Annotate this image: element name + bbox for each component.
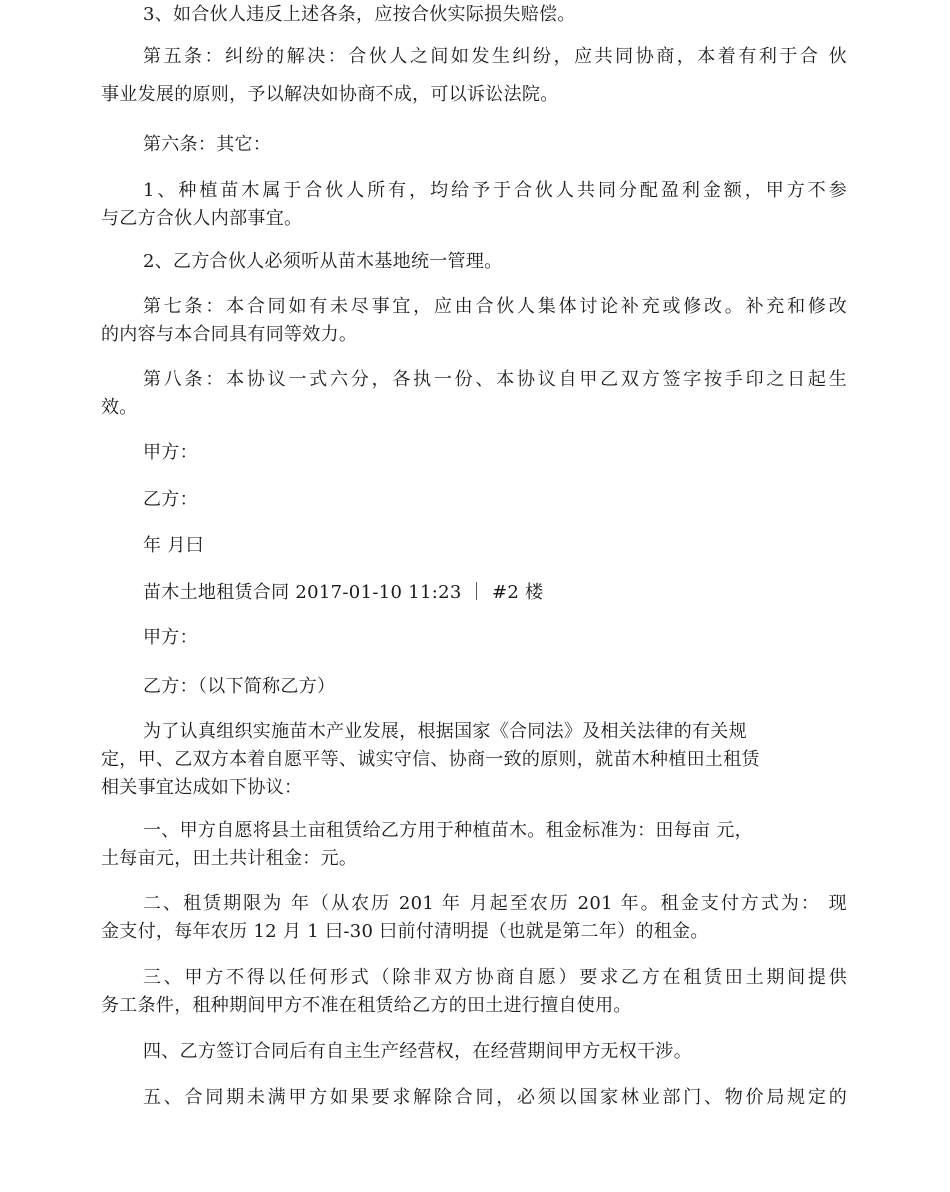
text-line: 第八条：本协议一式六分，各执一份、本协议自甲乙双方签字按手印之日起生 bbox=[143, 369, 847, 390]
paragraph-article-7 bbox=[101, 294, 847, 348]
text-line: 甲方： bbox=[143, 627, 198, 648]
paragraph-clause-4-item-3 bbox=[101, 2, 847, 28]
text-line: 2、乙方合伙人必须听从苗木基地统一管理。 bbox=[143, 251, 503, 272]
text-line: 年 月曰 bbox=[143, 535, 204, 556]
paragraph-clause-3 bbox=[101, 965, 847, 1019]
text-line: 苗木土地租赁合同 2017-01-10 11:23 ｜ #2 楼 bbox=[143, 582, 544, 603]
text-line: 的内容与本合同具有同等效力。 bbox=[101, 324, 358, 345]
paragraph-clause-4 bbox=[101, 1039, 847, 1065]
text-line: 二、租赁期限为 年（从农历 201 年 月起至农历 201 年。租金支付方式为： 现 bbox=[143, 893, 847, 914]
party-b-label-2 bbox=[101, 674, 847, 700]
text-line: 金支付，每年农历 12 月 1 曰-30 曰前付清明提（也就是第二年）的租金。 bbox=[101, 921, 709, 942]
paragraph-article-8 bbox=[101, 367, 847, 421]
paragraph-clause-5 bbox=[101, 1085, 847, 1111]
text-line: 四、乙方签订合同后有自主生产经营权，在经营期间甲方无权干涉。 bbox=[143, 1041, 692, 1062]
text-line: 1、种植苗木属于合伙人所有，均给予于合伙人共同分配盈利金额，甲方不参 bbox=[143, 180, 847, 201]
paragraph-article-6 bbox=[101, 132, 847, 158]
text-line: 第七条：本合同如有未尽事宜，应由合伙人集体讨论补充或修改。补充和修改 bbox=[143, 296, 847, 317]
post-header bbox=[101, 580, 847, 606]
party-a-label-2 bbox=[101, 625, 847, 651]
paragraph-clause-2 bbox=[101, 891, 847, 945]
text-line: 乙方：（以下简称乙方） bbox=[143, 676, 336, 697]
text-line: 三、甲方不得以任何形式（除非双方协商自愿）要求乙方在租赁田土期间提供 bbox=[143, 967, 847, 988]
text-line: 第六条：其它： bbox=[143, 134, 272, 155]
text-line: 效。 bbox=[101, 397, 138, 418]
paragraph-article-6-item-1 bbox=[101, 178, 847, 232]
paragraph-article-5 bbox=[101, 44, 847, 108]
party-a-label bbox=[101, 440, 847, 466]
text-line: 3、如合伙人违反上述各条，应按合伙实际损失赔偿。 bbox=[143, 4, 576, 25]
date-line bbox=[101, 533, 847, 559]
paragraph-clause-1 bbox=[101, 818, 847, 872]
text-line: 定，甲、乙双方本着自愿平等、诚实守信、协商一致的原则，就苗木种植田土租赁 bbox=[101, 749, 760, 770]
text-line: 一、甲方自愿将县土亩租赁给乙方用于种植苗木。租金标准为：田每亩 元， bbox=[143, 820, 753, 841]
text-line: 相关事宜达成如下协议： bbox=[101, 777, 303, 798]
text-line: 务工条件，租种期间甲方不准在租赁给乙方的田土进行擅自使用。 bbox=[101, 995, 632, 1016]
text-line: 土每亩元，田土共计租金：元。 bbox=[101, 848, 358, 869]
text-line: 与乙方合伙人内部事宜。 bbox=[101, 208, 303, 229]
paragraph-preamble bbox=[101, 719, 847, 801]
text-line: 甲方： bbox=[143, 442, 198, 463]
party-b-label bbox=[101, 487, 847, 513]
text-line: 事业发展的原则，予以解决如协商不成，可以诉讼法院。 bbox=[101, 84, 559, 105]
text-line: 为了认真组织实施苗木产业发展，根据国家《合同法》及相关法律的有关规 bbox=[143, 721, 747, 742]
text-line: 五、合同期未满甲方如果要求解除合同，必须以国家林业部门、物价局规定的 bbox=[143, 1087, 847, 1108]
text-line: 乙方： bbox=[143, 489, 198, 510]
paragraph-article-6-item-2 bbox=[101, 249, 847, 275]
text-line: 第五条：纠纷的解决：合伙人之间如发生纠纷，应共同协商，本着有利于合 伙 bbox=[143, 46, 847, 67]
